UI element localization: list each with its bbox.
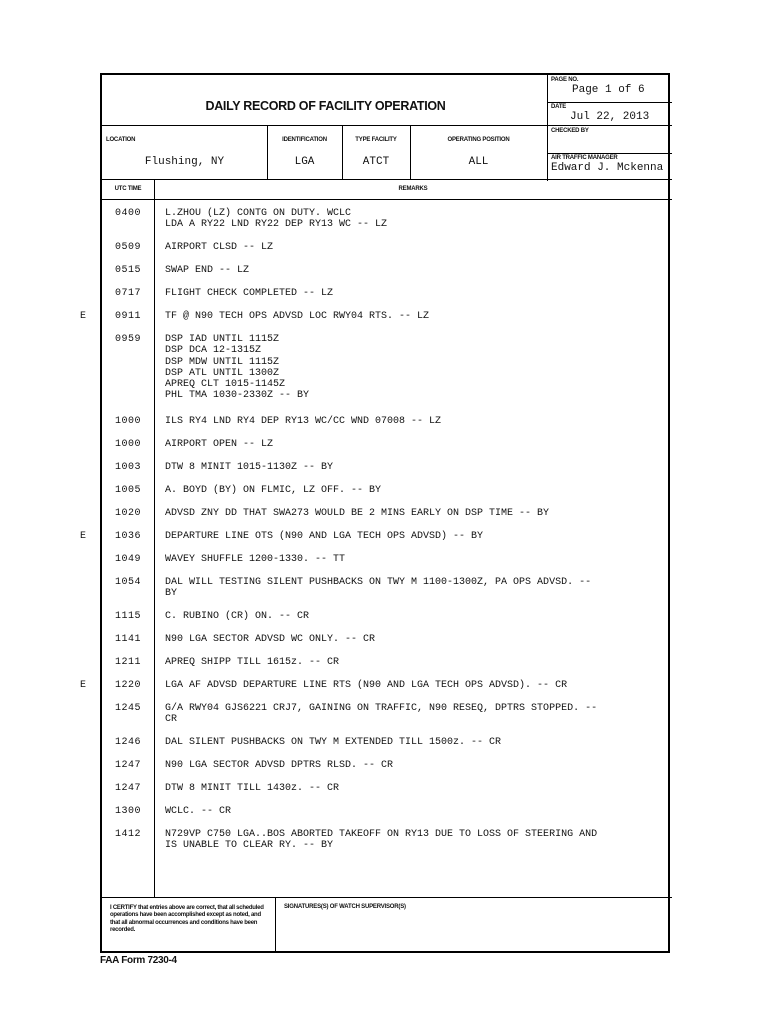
date-checked-divider (547, 125, 672, 126)
entry-utc-time: 0911 (114, 311, 141, 322)
entry-utc-time: 1054 (114, 577, 141, 588)
certification-statement: I CERTIFY that entries above are correct, that all scheduled operations have been accomplished except as noted, and that all abnormal occurrences and conditions have been recorded. (110, 905, 264, 933)
column-header-bottom (102, 199, 672, 200)
entry-utc-time: 1245 (114, 703, 141, 714)
id-type-divider (342, 125, 343, 179)
entry-utc-time: 0400 (114, 208, 141, 219)
entry-remark: WCLC. -- CR (165, 806, 232, 817)
footer-column-divider (275, 897, 276, 953)
type-facility-label: TYPE FACILITY (355, 137, 397, 143)
entry-utc-time: 1005 (114, 485, 141, 496)
entry-utc-time: 1300 (114, 806, 141, 817)
page-date-divider (547, 102, 672, 103)
header-divider (102, 125, 549, 126)
page-no-label: PAGE NO. (551, 77, 579, 83)
entry-remark: N90 LGA SECTOR ADVSD WC ONLY. -- CR (165, 634, 376, 645)
entry-utc-time: 0509 (114, 242, 141, 253)
entry-utc-time: 1000 (114, 416, 141, 427)
entry-remark: DSP IAD UNTIL 1115Z DSP DCA 12-1315Z DSP MDW UNTIL 1115Z DSP ATL UNTIL 1300Z APREQ CLT 1015-1145Z PHL TMA 1030-2330Z -- BY (165, 334, 310, 402)
operating-position-label: OPERATING POSITION (447, 137, 510, 143)
operating-position-value: ALL (468, 156, 489, 168)
entry-utc-time: 1220 (114, 680, 141, 691)
location-id-divider (267, 125, 268, 179)
location-row-bottom (102, 179, 672, 180)
time-column-divider (154, 179, 155, 897)
entry-utc-time: 1246 (114, 737, 141, 748)
entry-utc-time: 1247 (114, 760, 141, 771)
entry-remark: SWAP END -- LZ (165, 265, 250, 276)
entry-edit-mark: E (80, 531, 87, 542)
footer-top-divider (102, 897, 672, 898)
entry-utc-time: 1000 (114, 439, 141, 450)
entry-utc-time: 0717 (114, 288, 141, 299)
entry-remark: ADVSD ZNY DD THAT SWA273 WOULD BE 2 MINS EARLY ON DSP TIME -- BY (165, 508, 550, 519)
form-number: FAA Form 7230-4 (100, 955, 177, 966)
entry-remark: AIRPORT OPEN -- LZ (165, 439, 274, 450)
entry-remark: APREQ SHIPP TILL 1615z. -- CR (165, 657, 340, 668)
entry-remark: TF @ N90 TECH OPS ADVSD LOC RWY04 RTS. -- LZ (165, 311, 430, 322)
entry-remark: WAVEY SHUFFLE 1200-1330. -- TT (165, 554, 346, 565)
type-position-divider (410, 125, 411, 179)
date-label: DATE (551, 104, 567, 110)
entry-remark: FLIGHT CHECK COMPLETED -- LZ (165, 288, 334, 299)
entry-remark: AIRPORT CLSD -- LZ (165, 242, 274, 253)
entry-remark: L.ZHOU (LZ) CONTG ON DUTY. WCLC LDA A RY22 LND RY22 DEP RY13 WC -- LZ (165, 208, 388, 231)
entry-remark: G/A RWY04 GJS6221 CRJ7, GAINING ON TRAFFIC, N90 RESEQ, DPTRS STOPPED. -- CR (165, 703, 598, 726)
checked-atm-divider (547, 153, 672, 154)
entry-edit-mark: E (80, 680, 87, 691)
facility-record-form (80, 73, 670, 953)
type-facility-value: ATCT (362, 156, 390, 168)
entry-remark: C. RUBINO (CR) ON. -- CR (165, 611, 310, 622)
form-title: DAILY RECORD OF FACILITY OPERATION (205, 99, 446, 113)
checked-by-label: CHECKED BY (551, 128, 589, 134)
entry-remark: N729VP C750 LGA..BOS ABORTED TAKEOFF ON RY13 DUE TO LOSS OF STEERING AND IS UNABLE TO CLEAR RY. -- BY (165, 829, 598, 852)
atm-label: AIR TRAFFIC MANAGER (551, 155, 618, 161)
entry-utc-time: 1412 (114, 829, 141, 840)
entry-remark: A. BOYD (BY) ON FLMIC, LZ OFF. -- BY (165, 485, 382, 496)
identification-label: IDENTIFICATION (282, 137, 327, 143)
entry-utc-time: 1211 (114, 657, 141, 668)
utc-time-header: UTC TIME (114, 186, 142, 192)
location-label: LOCATION (106, 137, 136, 143)
entry-utc-time: 0515 (114, 265, 141, 276)
entry-remark: DEPARTURE LINE OTS (N90 AND LGA TECH OPS ADVSD) -- BY (165, 531, 484, 542)
entry-remark: DAL SILENT PUSHBACKS ON TWY M EXTENDED TILL 1500z. -- CR (165, 737, 502, 748)
entry-utc-time: 1003 (114, 462, 141, 473)
signatures-label: SIGNATURES(S) OF WATCH SUPERVISOR(S) (284, 904, 406, 910)
entry-utc-time: 1247 (114, 783, 141, 794)
entry-remark: DAL WILL TESTING SILENT PUSHBACKS ON TWY M 1100-1300Z, PA OPS ADVSD. -- BY (165, 577, 592, 600)
remarks-header: REMARKS (398, 186, 428, 192)
page-number: Page 1 of 6 (572, 84, 645, 96)
entry-remark: N90 LGA SECTOR ADVSD DPTRS RLSD. -- CR (165, 760, 394, 771)
entry-utc-time: 1141 (114, 634, 141, 645)
entry-utc-time: 1115 (114, 611, 141, 622)
right-column-divider (547, 75, 548, 181)
entry-remark: ILS RY4 LND RY4 DEP RY13 WC/CC WND 07008 -- LZ (165, 416, 442, 427)
location-value: Flushing, NY (144, 156, 225, 168)
entry-utc-time: 0959 (114, 334, 141, 345)
entry-remark: LGA AF ADVSD DEPARTURE LINE RTS (N90 AND LGA TECH OPS ADVSD). -- CR (165, 680, 568, 691)
entry-remark: DTW 8 MINIT TILL 1430z. -- CR (165, 783, 340, 794)
entry-utc-time: 1020 (114, 508, 141, 519)
identification-value: LGA (294, 156, 315, 168)
record-date: Jul 22, 2013 (570, 111, 650, 123)
entry-remark: DTW 8 MINIT 1015-1130Z -- BY (165, 462, 334, 473)
entry-utc-time: 1049 (114, 554, 141, 565)
entry-utc-time: 1036 (114, 531, 141, 542)
atm-name: Edward J. Mckenna (551, 162, 664, 174)
entry-edit-mark: E (80, 311, 87, 322)
